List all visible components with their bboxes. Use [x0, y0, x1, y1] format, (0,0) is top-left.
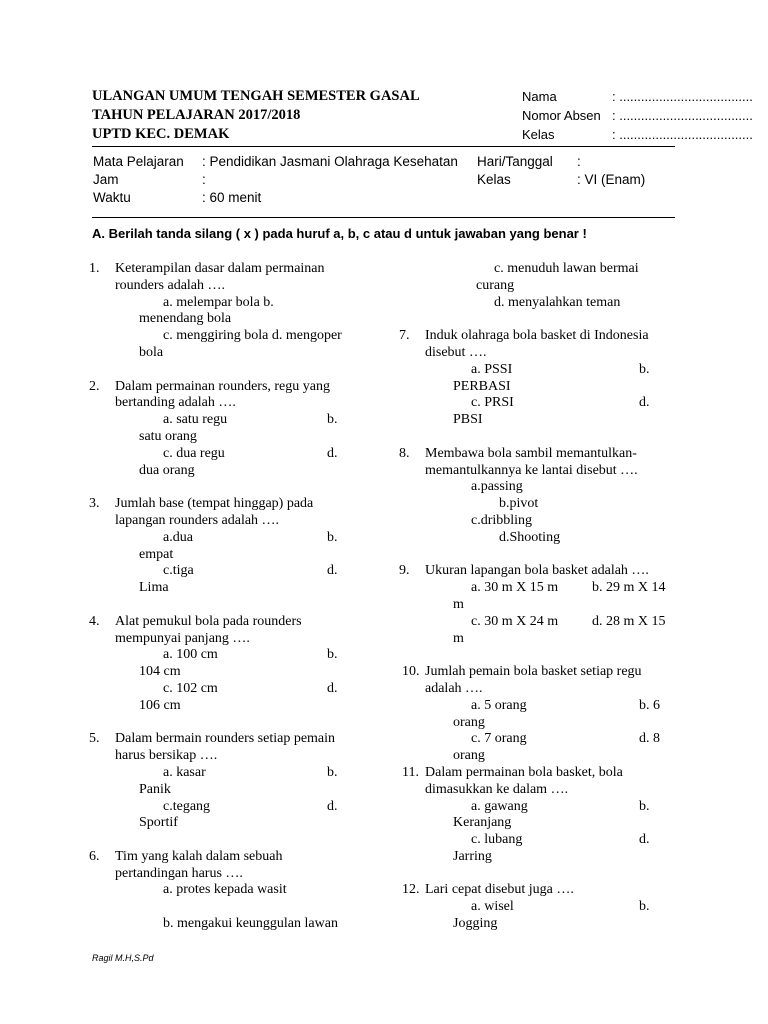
- question-6-continued: [402, 261, 682, 311]
- answer-option[interactable]: c. menggiring bola d. mengoper: [163, 328, 342, 344]
- question-9: [399, 563, 682, 647]
- question-number: 1.: [89, 261, 100, 276]
- question-text: Alat pemukul bola pada rounders: [115, 613, 302, 629]
- answer-option-d[interactable]: d.: [327, 798, 338, 814]
- question-text: Dalam bermain rounders setiap pemain: [115, 731, 336, 747]
- answer-option-d-text[interactable]: orang: [453, 748, 485, 764]
- left-question-column: [89, 261, 360, 933]
- question-text: pertandingan harus ….: [115, 865, 243, 881]
- answer-option-b-text[interactable]: 104 cm: [139, 664, 181, 680]
- question-text: rounders adalah ….: [115, 277, 226, 293]
- answer-option-c[interactable]: c. dua regu: [163, 445, 225, 461]
- answer-option-d[interactable]: d.: [639, 395, 650, 411]
- header-divider: [92, 146, 675, 147]
- answer-option-c[interactable]: c.dribbling: [471, 512, 533, 528]
- question-text: bertanding adalah ….: [115, 395, 236, 411]
- question-6: [89, 848, 360, 933]
- question-text: Dalam permainan rounders, regu yang: [115, 378, 330, 394]
- question-number: 2.: [89, 378, 100, 394]
- answer-option-b[interactable]: b. 6: [639, 697, 660, 713]
- question-5: [89, 731, 360, 832]
- grade-label: Kelas: [477, 172, 511, 187]
- answer-option-a[interactable]: a. gawang: [471, 798, 528, 814]
- answer-option-b[interactable]: b.: [639, 899, 650, 915]
- answer-option-d-text[interactable]: Jarring: [453, 848, 492, 864]
- question-12: [402, 882, 682, 932]
- question-text: lapangan rounders adalah ….: [115, 512, 280, 528]
- question-number: 3.: [89, 496, 100, 512]
- answer-option-d[interactable]: d.Shooting: [499, 529, 561, 545]
- answer-option-b-text[interactable]: Panik: [139, 781, 171, 797]
- duration-value: : 60 menit: [202, 190, 262, 205]
- school-unit: UPTD KEC. DEMAK: [92, 126, 230, 142]
- question-text: Dalam permainan bola basket, bola: [425, 764, 623, 780]
- question-8: [399, 445, 682, 547]
- answer-option-d[interactable]: d. 8: [639, 731, 660, 747]
- absence-number-field[interactable]: : .....................................: [612, 108, 753, 123]
- answer-option-a[interactable]: a. 100 cm: [163, 647, 218, 663]
- question-3: [89, 496, 360, 597]
- answer-option-c[interactable]: c. lubang: [471, 832, 523, 848]
- question-number: 11.: [402, 764, 419, 780]
- question-text: memantulkannya ke lantai disebut ….: [425, 462, 638, 478]
- right-question-column: [399, 261, 682, 933]
- exam-title: ULANGAN UMUM TENGAH SEMESTER GASAL: [92, 88, 420, 104]
- answer-option-c[interactable]: c. 7 orang: [471, 731, 527, 747]
- question-number: 8.: [399, 445, 410, 461]
- question-text: dimasukkan ke dalam ….: [425, 781, 569, 797]
- question-number: 9.: [399, 563, 410, 579]
- question-text: Jumlah base (tempat hinggap) pada: [115, 496, 314, 512]
- subject-value: : Pendidikan Jasmani Olahraga Kesehatan: [202, 154, 458, 169]
- answer-option-b-text[interactable]: Keranjang: [453, 815, 512, 831]
- answer-option-b-text[interactable]: Jogging: [453, 916, 498, 932]
- question-10: [402, 664, 682, 765]
- name-field[interactable]: : .....................................: [612, 89, 753, 104]
- subject-label: Mata Pelajaran: [93, 154, 184, 169]
- info-divider: [92, 217, 675, 218]
- answer-option-b[interactable]: b.: [327, 764, 338, 780]
- section-instruction: A. Berilah tanda silang ( x ) pada huruf a, b, c atau d untuk jawaban yang benar !: [92, 226, 587, 241]
- answer-option-d-text[interactable]: 106 cm: [139, 697, 181, 713]
- answer-option-d[interactable]: d.: [327, 445, 338, 461]
- answer-option-b[interactable]: b.: [327, 647, 338, 663]
- answer-option-a[interactable]: a. protes kepada wasit: [163, 882, 287, 898]
- answer-option-b[interactable]: b.: [327, 529, 338, 545]
- answer-option-a[interactable]: a. wisel: [471, 899, 514, 915]
- answer-option-a[interactable]: a. satu regu: [163, 412, 228, 428]
- answer-option-b[interactable]: b.: [639, 361, 650, 377]
- question-text: harus bersikap ….: [115, 748, 218, 764]
- answer-option-b-text[interactable]: PERBASI: [453, 378, 511, 394]
- question-number: 7.: [399, 328, 410, 344]
- date-value: :: [577, 154, 581, 169]
- question-number: 10.: [402, 664, 420, 680]
- answer-option[interactable]: bola: [139, 344, 164, 360]
- duration-label: Waktu: [93, 190, 131, 205]
- answer-option-a[interactable]: a. 30 m X 15 m: [471, 580, 559, 596]
- academic-year: TAHUN PELAJARAN 2017/2018: [92, 107, 301, 123]
- question-text: Lari cepat disebut juga ….: [425, 882, 574, 898]
- answer-option-d-text[interactable]: Lima: [139, 580, 169, 596]
- question-number: 6.: [89, 848, 100, 864]
- answer-option[interactable]: a. melempar bola b.: [163, 294, 274, 310]
- question-text: Tim yang kalah dalam sebuah: [115, 848, 283, 864]
- answer-option-d-text[interactable]: Sportif: [139, 815, 178, 831]
- question-number: 5.: [89, 731, 100, 747]
- answer-option-d[interactable]: d. menyalahkan teman: [494, 294, 621, 310]
- question-number: 12.: [402, 882, 420, 898]
- answer-option-a[interactable]: a. PSSI: [471, 361, 513, 377]
- answer-option-c[interactable]: c. 102 cm: [163, 680, 218, 696]
- answer-option-d-text[interactable]: m: [453, 630, 464, 646]
- answer-option-b[interactable]: b.: [639, 798, 650, 814]
- question-text: mempunyai panjang ….: [115, 630, 250, 646]
- answer-option[interactable]: menendang bola: [139, 311, 232, 327]
- question-text: adalah ….: [425, 680, 483, 696]
- answer-option-d-text[interactable]: PBSI: [453, 412, 483, 428]
- answer-option-b-text[interactable]: m: [453, 596, 464, 612]
- answer-option-a[interactable]: a. 5 orang: [471, 697, 527, 713]
- answer-option-c[interactable]: c. 30 m X 24 m: [471, 613, 559, 629]
- answer-option-c[interactable]: c. PRSI: [471, 395, 514, 411]
- question-11: [402, 765, 682, 866]
- date-label: Hari/Tanggal: [477, 154, 553, 169]
- answer-option-c[interactable]: c.tegang: [163, 798, 211, 814]
- question-text: Induk olahraga bola basket di Indonesia: [425, 328, 649, 344]
- question-2: [89, 378, 360, 480]
- question-7: [399, 328, 682, 429]
- answer-option-b[interactable]: b. mengakui keunggulan lawan: [163, 916, 338, 932]
- absence-number-label: Nomor Absen: [522, 108, 601, 123]
- class-field[interactable]: : .....................................: [612, 127, 753, 142]
- grade-value: : VI (Enam): [577, 172, 646, 187]
- time-value: :: [202, 172, 206, 187]
- question-text: disebut ….: [425, 344, 487, 360]
- answer-option-d[interactable]: d. 28 m X 15: [592, 613, 666, 629]
- answer-option-c[interactable]: c. menuduh lawan bermai: [494, 261, 639, 276]
- answer-option-d[interactable]: d.: [327, 680, 338, 696]
- answer-option-d-text[interactable]: dua orang: [139, 462, 195, 478]
- footer-author: Ragil M.H,S.Pd: [92, 953, 154, 963]
- question-4: [89, 613, 360, 715]
- question-number: 4.: [89, 613, 100, 629]
- question-text: Keterampilan dasar dalam permainan: [115, 261, 325, 276]
- answer-option-d[interactable]: d.: [639, 832, 650, 848]
- answer-option-d[interactable]: d.: [327, 563, 338, 579]
- time-label: Jam: [93, 172, 119, 187]
- name-label: Nama: [522, 89, 557, 104]
- class-label: Kelas: [522, 127, 555, 142]
- answer-option-b[interactable]: b.: [327, 412, 338, 428]
- question-text: Jumlah pemain bola basket setiap regu: [425, 664, 642, 680]
- answer-option-c-text[interactable]: curang: [476, 277, 515, 293]
- question-1: [89, 261, 360, 362]
- question-text: Membawa bola sambil memantulkan-: [425, 445, 637, 461]
- answer-option-a[interactable]: a.dua: [163, 529, 193, 545]
- answer-option-c[interactable]: c.tiga: [163, 563, 194, 579]
- answer-option-b[interactable]: b. 29 m X 14: [592, 580, 666, 596]
- answer-option-b-text[interactable]: orang: [453, 714, 485, 730]
- answer-option-b-text[interactable]: satu orang: [139, 428, 197, 444]
- answer-option-b-text[interactable]: empat: [139, 546, 174, 562]
- question-text: Ukuran lapangan bola basket adalah ….: [425, 563, 649, 579]
- answer-option-a[interactable]: a.passing: [471, 479, 523, 495]
- answer-option-b[interactable]: b.pivot: [499, 496, 539, 512]
- answer-option-a[interactable]: a. kasar: [163, 764, 206, 780]
